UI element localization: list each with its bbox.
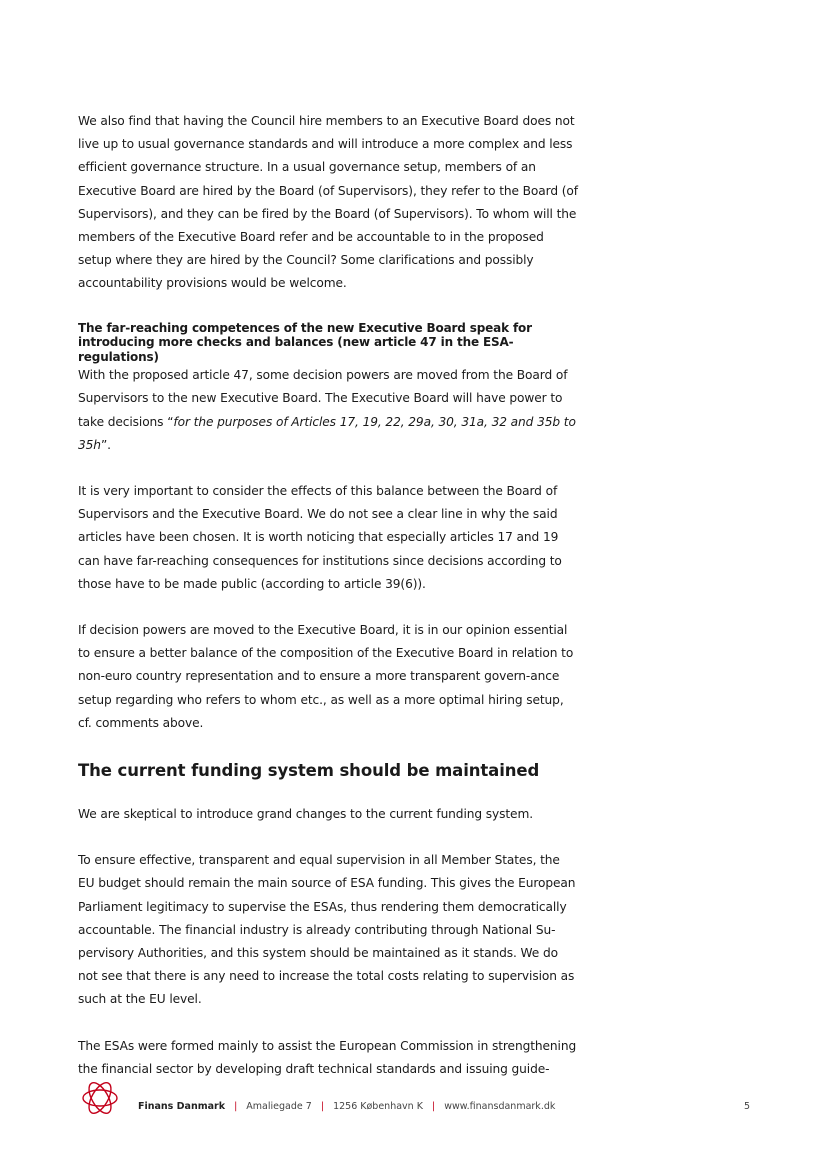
footer-website-link[interactable]: www.finansdanmark.dk [444,1101,556,1112]
footer-city: 1256 København K [333,1101,423,1112]
footer-address-line [138,1101,555,1112]
paragraph-article-47-end: ”. [100,437,111,452]
subheading-checks-and-balances: The far-reaching competences of the new Executive Board speak for introducing more checks and balances (new article 47 in the ESA-regulations) [78,320,532,364]
page-number: 5 [743,1101,750,1112]
paragraph-article-47-quote: for the purposes of Articles 17, 19, 22, 29a, 30, 31a, 32 and 35b to 35h [78,414,576,452]
footer-street: Amaliegade 7 [246,1101,312,1112]
page-body [78,110,578,1081]
footer-separator: | [431,1101,436,1112]
section-heading-funding: The current funding system should be maintained [78,760,540,780]
paragraph-balance-effects: It is very important to consider the effects of this balance between the Board of Supervisors and the Executive Board. We do not see a clear line in why the said articles have been chosen. It is worth noticing that especially articles 17 and 19 can have far-reaching consequences for institutions since decisions according to those have to be made public (according to article 39(6)). [78,483,562,591]
paragraph-skeptical-funding: We are skeptical to introduce grand changes to the current funding system. [78,806,534,821]
footer-brand: Finans Danmark [138,1101,226,1112]
finans-danmark-logo-icon [78,1076,122,1120]
paragraph-article-47-start: With the proposed article 47, some decision powers are moved from the Board of Supervisors to the new Executive Board. The Executive Board will have power to take decisions “ [78,368,568,429]
paragraph-article-47 [78,364,578,457]
footer-separator: | [320,1101,325,1112]
paragraph-decision-powers: If decision powers are moved to the Executive Board, it is in our opinion essential to ensure a better balance of the composition of the Executive Board in relation to non-euro country representation and to ensure a more transparent govern-ance setup regarding who refers to whom etc., as well as a more optimal hiring setup, cf. comments above. [78,622,574,730]
paragraph-esas-formed: The ESAs were formed mainly to assist the European Commission in strengthening the financial sector by developing draft technical standards and issuing guide- [78,1038,577,1076]
footer-separator: | [234,1101,238,1112]
paragraph-executive-board-hiring: We also find that having the Council hire members to an Executive Board does not live up to usual governance standards and will introduce a more complex and less efficient governance structure. In a usual governance setup, members of an Executive Board are hired by the Board (of Supervisors), they refer to the Board (of Supervisors), and they can be fired by the Board (of Supervisors). To whom will the members of the Executive Board refer and be accountable to in the proposed setup where they are hired by the Council? Some clarifications and possibly accountability provisions would be welcome. [78,114,578,291]
paragraph-eu-budget: To ensure effective, transparent and equal supervision in all Member States, the EU budget should remain the main source of ESA funding. This gives the European Parliament legitimacy to supervise the ESAs, thus rendering them democratically accountable. The financial industry is already contributing through National Su-pervisory Authorities, and this system should be maintained as it stands. We do not see that there is any need to increase the total costs relating to supervision as such at the EU level. [78,853,576,1007]
page-footer [78,1076,750,1120]
